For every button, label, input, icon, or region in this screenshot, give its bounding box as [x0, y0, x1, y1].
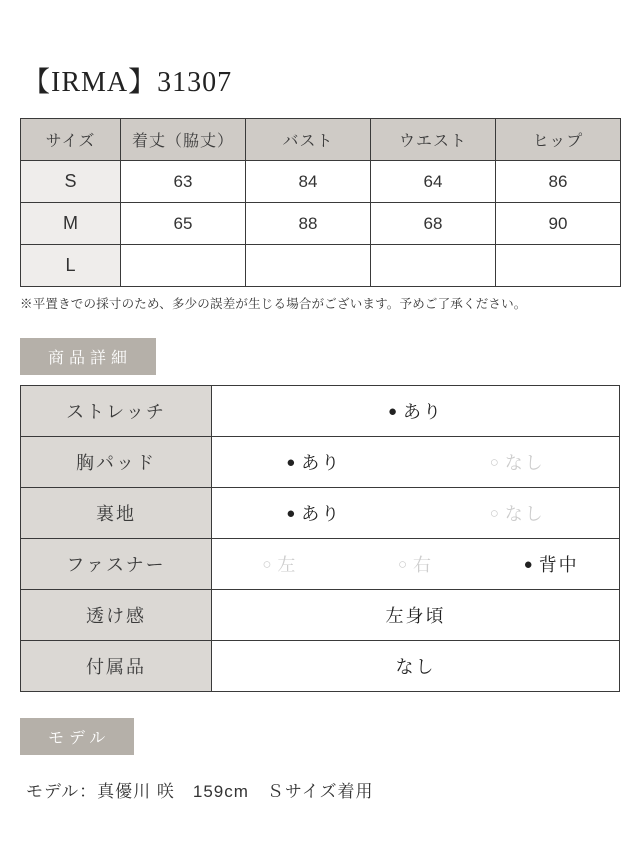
size-header-hip: ヒップ: [496, 119, 621, 161]
option-unselected: [416, 449, 620, 475]
option-group: [212, 590, 619, 640]
table-header-row: [21, 119, 621, 161]
detail-row-value: [212, 539, 620, 590]
detail-table-body: [21, 386, 620, 692]
option-label: 右: [413, 555, 434, 575]
option-label: 左身頃: [385, 606, 446, 626]
size-header-bust: バスト: [246, 119, 371, 161]
size-cell-bust: 88: [246, 203, 371, 245]
size-cell-hip: 86: [496, 161, 621, 203]
detail-row-label: 付属品: [21, 641, 212, 692]
option-selected: [212, 500, 416, 526]
table-row: [21, 161, 621, 203]
size-table-head: [21, 119, 621, 161]
size-header-length: 着丈（脇丈）: [121, 119, 246, 161]
option-label: 左: [277, 555, 298, 575]
option-label: あり: [301, 453, 342, 473]
size-cell-hip: 90: [496, 203, 621, 245]
option-group: [212, 641, 619, 691]
option-label: なし: [504, 504, 545, 524]
option-unselected: [212, 551, 348, 577]
empty-circle-icon: ○: [262, 555, 274, 573]
measurement-note: ※平置きでの採寸のため、多少の誤差が生じる場合がございます。予めご了承ください。: [20, 297, 527, 311]
table-row: [21, 203, 621, 245]
option-selected: [212, 602, 619, 628]
section-heading-model: モデル: [20, 718, 134, 755]
detail-row-value: [212, 590, 620, 641]
filled-circle-icon: ●: [286, 504, 298, 522]
size-table-body: [21, 161, 621, 287]
empty-circle-icon: ○: [397, 555, 410, 573]
size-cell-length: 65: [121, 203, 246, 245]
table-row: [21, 539, 620, 590]
table-row: [21, 245, 621, 287]
option-label: なし: [395, 657, 436, 677]
detail-row-label: ファスナー: [21, 539, 212, 590]
size-table: [20, 118, 621, 287]
table-row: [21, 488, 620, 539]
filled-circle-icon: ●: [523, 555, 535, 573]
option-unselected: [416, 500, 620, 526]
size-cell-label: S: [21, 161, 121, 203]
size-cell-length: 63: [121, 161, 246, 203]
size-cell-bust: 84: [246, 161, 371, 203]
table-row: [21, 437, 620, 488]
option-selected: [212, 398, 619, 424]
detail-table: [20, 385, 620, 692]
option-group: [212, 539, 619, 589]
option-unselected: [348, 551, 484, 577]
filled-circle-icon: ●: [286, 453, 298, 471]
option-group: [212, 437, 619, 487]
size-header-waist: ウエスト: [371, 119, 496, 161]
option-label: あり: [403, 402, 444, 422]
option-label: なし: [504, 453, 545, 473]
detail-row-label: ストレッチ: [21, 386, 212, 437]
detail-row-label: 胸パッド: [21, 437, 212, 488]
size-cell-bust: [246, 245, 371, 287]
detail-row-label: 裏地: [21, 488, 212, 539]
detail-row-value: [212, 437, 620, 488]
option-selected: [212, 449, 416, 475]
option-label: あり: [301, 504, 342, 524]
option-selected: [212, 653, 619, 679]
detail-row-value: [212, 386, 620, 437]
filled-circle-icon: ●: [387, 402, 400, 420]
size-header-size: サイズ: [21, 119, 121, 161]
size-cell-waist: 64: [371, 161, 496, 203]
page-title: 【IRMA】31307: [22, 67, 233, 98]
size-cell-hip: [496, 245, 621, 287]
size-cell-label: L: [21, 245, 121, 287]
model-info: モデル：真優川 咲 159cm Ｓサイズ着用: [26, 782, 374, 801]
size-cell-length: [121, 245, 246, 287]
option-selected: [483, 551, 619, 577]
detail-row-value: [212, 641, 620, 692]
size-cell-waist: [371, 245, 496, 287]
empty-circle-icon: ○: [489, 453, 501, 471]
table-row: [21, 590, 620, 641]
table-row: [21, 641, 620, 692]
size-cell-waist: 68: [371, 203, 496, 245]
size-cell-label: M: [21, 203, 121, 245]
detail-row-value: [212, 488, 620, 539]
empty-circle-icon: ○: [489, 504, 501, 522]
option-label: 背中: [538, 555, 579, 575]
detail-row-label: 透け感: [21, 590, 212, 641]
option-group: [212, 488, 619, 538]
table-row: [21, 386, 620, 437]
section-heading-detail: 商品詳細: [20, 338, 156, 375]
option-group: [212, 386, 619, 436]
